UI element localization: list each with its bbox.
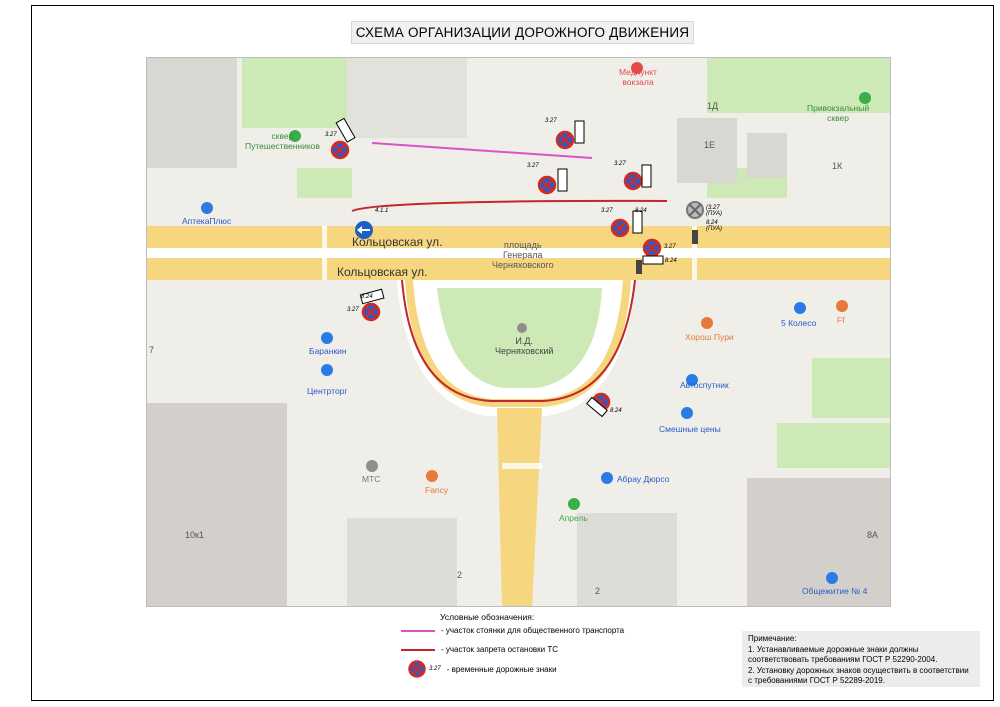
notes-title: Примечание: xyxy=(748,634,797,643)
poi-label[interactable]: Ff xyxy=(837,315,845,325)
poi-label[interactable]: АптекаПлюс xyxy=(182,216,232,226)
sign-code: (3.27 (ПУА) xyxy=(706,205,722,217)
notes-box xyxy=(742,631,980,687)
sign-code: 8.24 xyxy=(665,258,677,264)
square-label: площадь Генерала Черняховского xyxy=(492,240,554,270)
no-stopping-sign-icon[interactable] xyxy=(612,220,628,236)
traffic-light-icon xyxy=(692,230,698,244)
parking-line-swatch-icon xyxy=(395,628,435,634)
sign-code: 4.1.1 xyxy=(375,208,389,214)
note-item: 1. Устанавливаемые дорожные знаки должны соответствовать требованиям ГОСТ Р 52290-2004. xyxy=(748,645,938,664)
legend-item xyxy=(395,659,557,679)
tow-truck-plate-icon xyxy=(558,169,567,191)
building xyxy=(347,58,467,138)
sign-code: 3.27 xyxy=(601,208,613,214)
tow-truck-plate-icon xyxy=(643,256,663,264)
poi-label[interactable]: Центрторг xyxy=(307,386,348,396)
building-number: 2 xyxy=(595,586,601,596)
building xyxy=(147,403,287,607)
traffic-light-icon xyxy=(636,260,642,274)
building-number: 1Е xyxy=(704,140,716,150)
building xyxy=(677,118,737,183)
sign-code: 3.27 xyxy=(545,118,557,124)
wine-shop-icon[interactable] xyxy=(601,472,613,484)
map-area[interactable] xyxy=(146,57,891,607)
poi-label[interactable]: Общежитие № 4 xyxy=(802,586,868,596)
no-stop-line-swatch-icon xyxy=(395,647,435,653)
sign-code: 3.27 xyxy=(664,244,676,250)
hostel-icon[interactable] xyxy=(826,572,838,584)
clothes-shop-icon[interactable] xyxy=(426,470,438,482)
cafe-icon[interactable] xyxy=(836,300,848,312)
building-number: 2 xyxy=(457,570,463,580)
green-area xyxy=(777,423,891,468)
legend xyxy=(395,609,725,699)
bike-shop-icon[interactable] xyxy=(794,302,806,314)
shop-icon[interactable] xyxy=(321,332,333,344)
poi-label[interactable]: Апрель xyxy=(559,513,588,523)
poi-label[interactable]: Привокзальный сквер xyxy=(807,103,870,123)
crossed-out-sign-icon[interactable] xyxy=(687,202,703,218)
monument-icon[interactable] xyxy=(517,323,527,333)
poi-label[interactable]: Смешные цены xyxy=(659,424,721,434)
road xyxy=(497,408,542,607)
building-number: 7 xyxy=(149,345,155,355)
sign-code: 8.24 (ПУА) xyxy=(706,220,722,232)
sign-code: 8.24 xyxy=(361,294,373,300)
street-label: Кольцовская ул. xyxy=(337,265,428,279)
shop-icon[interactable] xyxy=(681,407,693,419)
note-item: 2. Установку дорожных знаков осуществить в соответствии с требованиями ГОСТ Р 52289-2019. xyxy=(748,666,969,685)
park-area xyxy=(242,58,352,128)
poi-label[interactable]: Fancy xyxy=(425,485,449,495)
pharmacy-icon[interactable] xyxy=(568,498,580,510)
sign-code: 8.24 xyxy=(635,208,647,214)
no-stopping-sign-icon[interactable] xyxy=(625,173,641,189)
no-stopping-sign-icon[interactable] xyxy=(332,142,348,158)
sign-code: 3.27 xyxy=(325,132,337,138)
monument-label: И.Д. Черняховский xyxy=(495,336,554,356)
poi-label[interactable]: МТС xyxy=(362,474,381,484)
crosswalk xyxy=(322,226,327,280)
sign-code: 8.24 xyxy=(610,408,622,414)
poi-label[interactable]: Абрау Дюрсо xyxy=(617,474,670,484)
building xyxy=(577,513,677,607)
legend-item xyxy=(395,645,558,654)
legend-item-label: - участок запрета остановки ТС xyxy=(441,645,559,654)
tow-truck-plate-icon xyxy=(642,165,651,187)
tow-truck-plate-icon xyxy=(575,121,584,143)
legend-sign-code: 3.27 xyxy=(429,666,441,672)
no-stopping-sign-icon xyxy=(407,659,427,679)
crosswalk xyxy=(502,463,542,469)
tow-truck-plate-icon xyxy=(633,211,642,233)
poi-label[interactable]: Медпункт вокзала xyxy=(619,67,657,87)
building xyxy=(747,133,787,178)
green-area xyxy=(297,168,352,198)
poi-label[interactable]: Хорош Пури xyxy=(685,332,734,342)
poi-label[interactable]: Автоспутник xyxy=(680,380,729,390)
phone-shop-icon[interactable] xyxy=(366,460,378,472)
poi-label[interactable]: сквер Путешественников xyxy=(245,131,320,151)
sign-code: 3.27 xyxy=(614,161,626,167)
page-title: СХЕМА ОРГАНИЗАЦИИ ДОРОЖНОГО ДВИЖЕНИЯ xyxy=(351,21,694,44)
street-label: Кольцовская ул. xyxy=(352,235,443,249)
legend-item-label: - временные дорожные знаки xyxy=(446,664,557,674)
legend-item xyxy=(395,626,624,635)
green-area xyxy=(812,358,891,418)
legend-title: Условные обозначения: xyxy=(440,612,535,622)
legend-item-label: - участок стоянки для общественного транспорта xyxy=(441,626,625,635)
no-stopping-sign-icon[interactable] xyxy=(557,132,573,148)
building xyxy=(147,58,237,168)
building-number: 8А xyxy=(867,530,879,540)
building-number: 1Д xyxy=(707,101,719,111)
no-stop-zone-line xyxy=(352,201,667,211)
poi-label[interactable]: 5 Колесо xyxy=(781,318,817,328)
building-number: 1К xyxy=(832,161,843,171)
pharmacy-icon[interactable] xyxy=(201,202,213,214)
poi-label[interactable]: Баранкин xyxy=(309,346,347,356)
no-stopping-sign-icon[interactable] xyxy=(363,304,379,320)
building-number: 10к1 xyxy=(185,530,204,540)
shop-icon[interactable] xyxy=(321,364,333,376)
building xyxy=(347,518,457,607)
no-stopping-sign-icon[interactable] xyxy=(644,240,660,256)
restaurant-icon[interactable] xyxy=(701,317,713,329)
sign-code: 3.27 xyxy=(347,307,359,313)
no-stopping-sign-icon[interactable] xyxy=(539,177,555,193)
sign-code: 3.27 xyxy=(527,163,539,169)
